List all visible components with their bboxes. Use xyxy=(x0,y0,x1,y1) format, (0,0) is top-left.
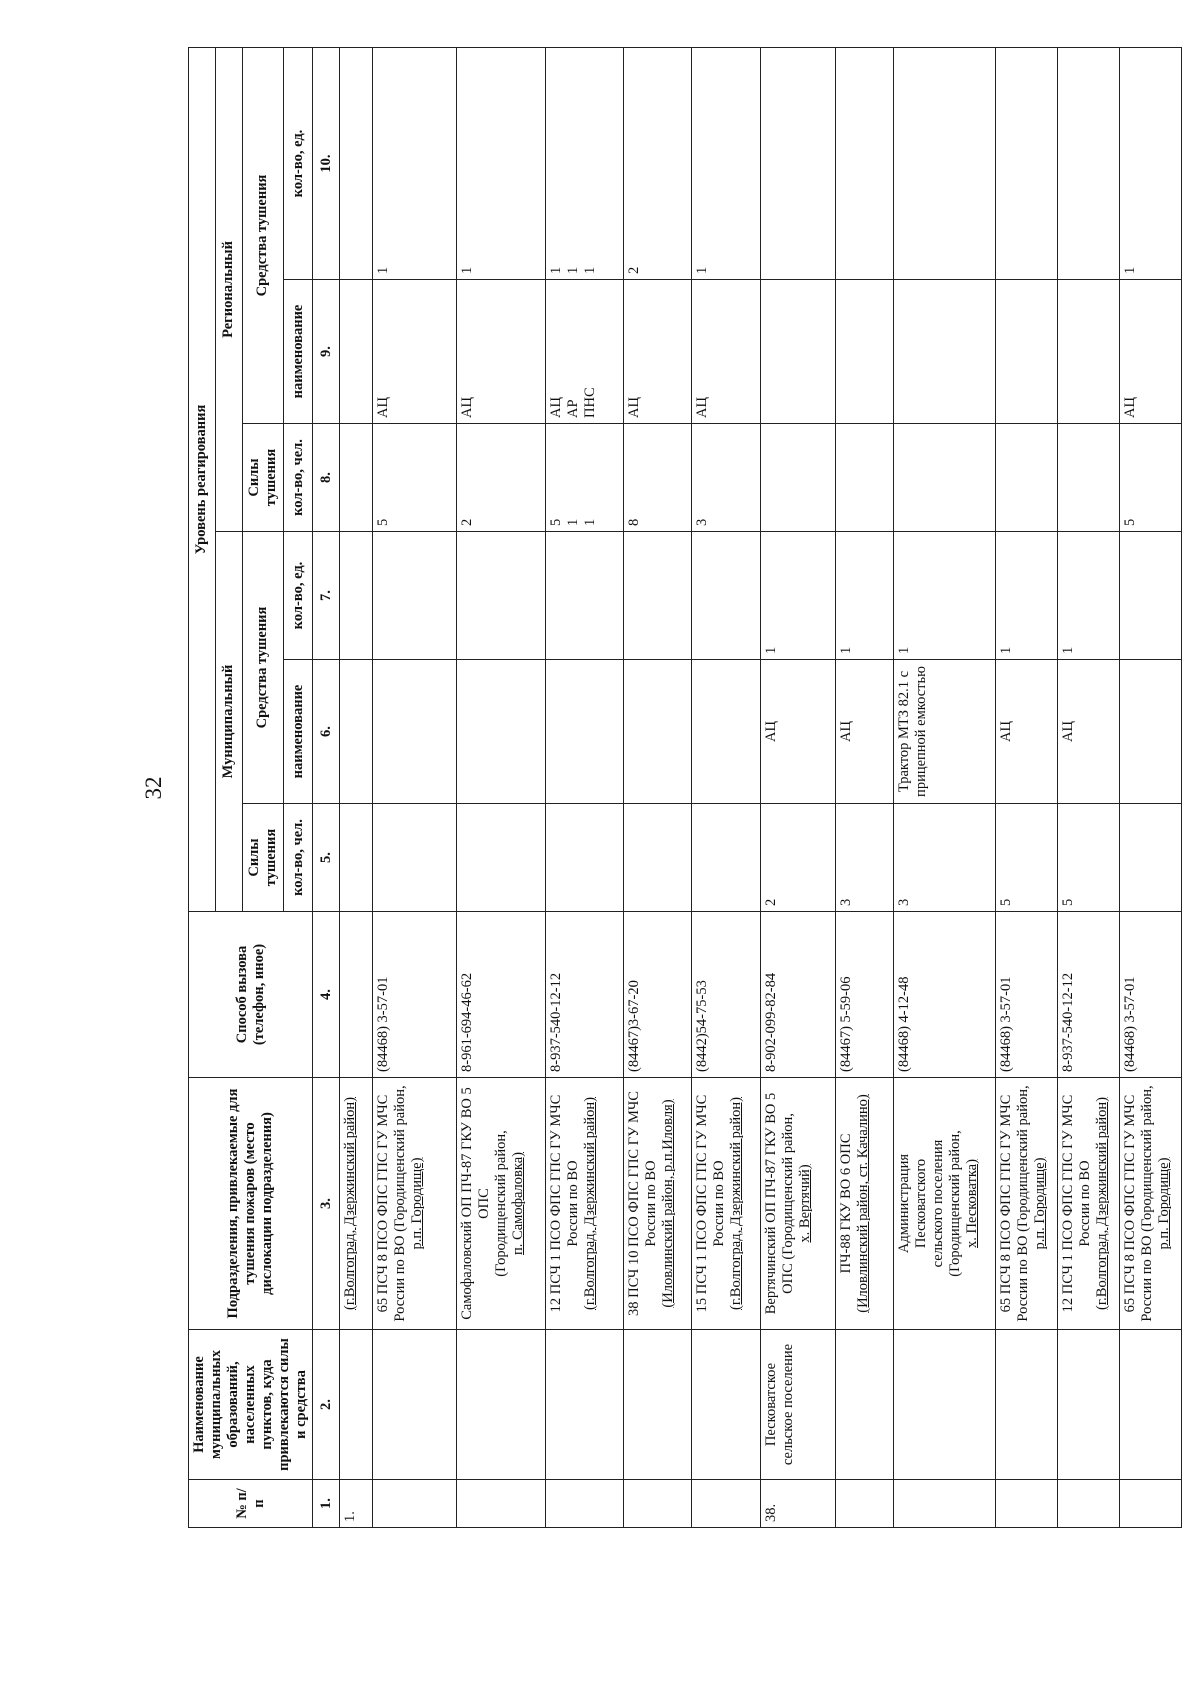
municipal-forces: 5 xyxy=(1057,804,1119,912)
municipal-means xyxy=(340,660,373,804)
fire-unit-line: 65 ПСЧ 8 ПСО ФПС ГПС ГУ МЧС xyxy=(997,1094,1014,1313)
regional-qty: 1 1 1 xyxy=(546,47,624,279)
regional-means: АЦ xyxy=(692,280,761,424)
column-number-row xyxy=(313,47,340,1527)
fire-unit-line: 65 ПСЧ 8 ПСО ФПС ГПС ГУ МЧС xyxy=(1121,1094,1138,1313)
municipal-forces xyxy=(623,804,692,912)
row-number xyxy=(995,1480,1057,1528)
fire-unit-line: ПЧ-88 ГКУ ВО 6 ОПС xyxy=(838,1133,855,1274)
fire-unit-line: 15 ПСЧ 1 ПСО ФПС ГПС ГУ МЧС xyxy=(694,1094,711,1313)
regional-qty: 1 xyxy=(373,47,457,279)
header-qty-units: кол-во, ед. xyxy=(284,47,313,279)
table-row xyxy=(760,47,835,1527)
regional-means: АЦ АР ПНС xyxy=(546,280,624,424)
municipal-qty xyxy=(457,532,546,660)
call-phone: 8-937-540-12-12 xyxy=(1057,912,1119,1078)
fire-unit-line: х. Вертячий) xyxy=(796,1164,813,1243)
fire-unit xyxy=(1057,1078,1119,1330)
settlement-name xyxy=(546,1330,624,1480)
regional-qty xyxy=(995,47,1057,279)
table-row xyxy=(995,47,1057,1527)
row-number xyxy=(692,1480,761,1528)
row-number xyxy=(623,1480,692,1528)
call-phone: 8-937-540-12-12 xyxy=(546,912,624,1078)
municipal-qty xyxy=(623,532,692,660)
regional-forces xyxy=(893,424,995,532)
fire-unit-line: Вертячинский ОП ПЧ-87 ГКУ ВО 5 xyxy=(762,1092,779,1315)
municipal-qty: 1 xyxy=(836,532,894,660)
fire-unit xyxy=(623,1078,692,1330)
header-response-level: Уровень реагирования xyxy=(189,47,216,911)
regional-means: АЦ xyxy=(373,280,457,424)
table-row xyxy=(546,47,624,1527)
settlement-name xyxy=(893,1330,995,1480)
call-phone: (84468) 4-12-48 xyxy=(893,912,995,1078)
fire-unit-line: 12 ПСЧ 1 ПСО ФПС ГПС ГУ МЧС xyxy=(548,1094,565,1313)
municipal-means xyxy=(546,660,624,804)
header-call-method: Способ вызова (телефон, иное) xyxy=(189,912,313,1078)
settlement-name xyxy=(373,1330,457,1480)
column-number: 7. xyxy=(313,532,340,660)
column-number: 8. xyxy=(313,424,340,532)
header-qty-people: кол-во, чел. xyxy=(284,804,313,912)
settlement-name: Песковатское сельское поселение xyxy=(760,1330,835,1480)
column-number: 5. xyxy=(313,804,340,912)
municipal-qty xyxy=(546,532,624,660)
settlement-name xyxy=(836,1330,894,1480)
municipal-means xyxy=(373,660,457,804)
fire-unit-line: (Иловлинский район, ст. Качалино) xyxy=(855,1094,872,1313)
fire-unit-line: (г.Волгоград, Дзержинский район) xyxy=(1093,1097,1110,1310)
regional-means: АЦ xyxy=(457,280,546,424)
header-regional-means: Средства тушения xyxy=(242,47,283,423)
header-qty-units: кол-во, ед. xyxy=(284,532,313,660)
fire-unit-line: п. Самофаловка) xyxy=(510,1152,527,1255)
table-row xyxy=(692,47,761,1527)
regional-means: АЦ xyxy=(1119,280,1181,424)
regional-qty: 1 xyxy=(1119,47,1181,279)
table-row xyxy=(893,47,995,1527)
table-row xyxy=(623,47,692,1527)
call-phone: 8-961-694-46-62 xyxy=(457,912,546,1078)
municipal-means: АЦ xyxy=(995,660,1057,804)
fire-unit xyxy=(546,1078,624,1330)
regional-means xyxy=(836,280,894,424)
row-number xyxy=(546,1480,624,1528)
fire-unit-line: России по ВО xyxy=(1076,1160,1093,1247)
header-municipal-forces: Силы тушения xyxy=(242,804,283,912)
table-row xyxy=(836,47,894,1527)
call-phone: (84468) 3-57-01 xyxy=(373,912,457,1078)
regional-forces xyxy=(340,424,373,532)
fire-unit-line: России по ВО xyxy=(642,1160,659,1247)
column-number: 10. xyxy=(313,47,340,279)
row-number xyxy=(1119,1480,1181,1528)
regional-qty xyxy=(760,47,835,279)
fire-unit-line: х. Песковатка) xyxy=(963,1159,980,1248)
table-body xyxy=(340,47,1182,1527)
fire-unit-line: (г.Волгоград, Дзержинский район) xyxy=(582,1097,599,1310)
call-phone: (84468) 3-57-01 xyxy=(1119,912,1181,1078)
regional-qty xyxy=(836,47,894,279)
municipal-qty xyxy=(373,532,457,660)
regional-forces xyxy=(1057,424,1119,532)
rotated-page xyxy=(140,48,1180,1528)
fire-unit-line: России по ВО xyxy=(711,1160,728,1247)
page-number: 32 xyxy=(141,776,166,800)
header-qty-people: кол-во, чел. xyxy=(284,424,313,532)
call-phone: (84467)3-67-20 xyxy=(623,912,692,1078)
table-row xyxy=(340,47,373,1527)
column-number: 4. xyxy=(313,912,340,1078)
row-number: 1. xyxy=(340,1480,373,1528)
regional-qty: 1 xyxy=(692,47,761,279)
municipal-forces: 3 xyxy=(893,804,995,912)
municipal-forces xyxy=(457,804,546,912)
fire-unit xyxy=(1119,1078,1181,1330)
municipal-means: АЦ xyxy=(1057,660,1119,804)
municipal-forces xyxy=(340,804,373,912)
fire-unit xyxy=(457,1078,546,1330)
call-phone: (84467) 5-59-06 xyxy=(836,912,894,1078)
fire-response-table xyxy=(188,47,1182,1528)
regional-means xyxy=(995,280,1057,424)
fire-unit xyxy=(760,1078,835,1330)
municipal-forces xyxy=(373,804,457,912)
header-settlement: Наименование муниципальных образований, населенных пунктов, куда привлекаются силы и средства xyxy=(189,1330,313,1480)
header-municipal: Муниципальный xyxy=(215,532,242,912)
fire-unit xyxy=(373,1078,457,1330)
municipal-means xyxy=(623,660,692,804)
fire-unit-line: ОПС xyxy=(476,1188,493,1219)
column-number: 2. xyxy=(313,1330,340,1480)
municipal-qty: 1 xyxy=(893,532,995,660)
regional-qty: 1 xyxy=(457,47,546,279)
column-number: 6. xyxy=(313,660,340,804)
municipal-forces: 3 xyxy=(836,804,894,912)
fire-unit-line: 12 ПСЧ 1 ПСО ФПС ГПС ГУ МЧС xyxy=(1059,1094,1076,1313)
municipal-forces: 5 xyxy=(995,804,1057,912)
fire-unit xyxy=(340,1078,373,1330)
header-regional-forces: Силы тушения xyxy=(242,424,283,532)
settlement-name xyxy=(340,1330,373,1480)
fire-unit-line: ОПС (Городищенский район, xyxy=(779,1113,796,1294)
fire-unit-line: Администрация xyxy=(895,1153,912,1254)
fire-unit-line: (г.Волгоград, Дзержинский район) xyxy=(728,1097,745,1310)
fire-unit xyxy=(836,1078,894,1330)
regional-forces xyxy=(836,424,894,532)
settlement-name xyxy=(457,1330,546,1480)
fire-unit-line: России по ВО (Городищенский район, xyxy=(1014,1085,1031,1322)
column-number: 1. xyxy=(313,1480,340,1528)
row-number: 38. xyxy=(760,1480,835,1528)
fire-unit-line: р.п. Городище) xyxy=(409,1157,426,1250)
municipal-qty: 1 xyxy=(995,532,1057,660)
settlement-name xyxy=(995,1330,1057,1480)
fire-unit-line: (Городищенский район, xyxy=(493,1130,510,1277)
regional-qty xyxy=(1057,47,1119,279)
regional-forces: 3 xyxy=(692,424,761,532)
municipal-means xyxy=(1119,660,1181,804)
table-row xyxy=(457,47,546,1527)
regional-forces: 5 xyxy=(1119,424,1181,532)
regional-means xyxy=(893,280,995,424)
municipal-qty xyxy=(1119,532,1181,660)
municipal-qty: 1 xyxy=(1057,532,1119,660)
regional-means xyxy=(1057,280,1119,424)
header-units: Подразделения, привлекаемые для тушения пожаров (место дислокации подразделения) xyxy=(189,1078,313,1330)
regional-forces: 5 xyxy=(373,424,457,532)
call-phone: (8442)54-75-53 xyxy=(692,912,761,1078)
fire-unit-line: 38 ПСЧ 10 ПСО ФПС ГПС ГУ МЧС xyxy=(625,1091,642,1316)
fire-unit-line: Самофаловский ОП ПЧ-87 ГКУ ВО 5 xyxy=(459,1087,476,1320)
municipal-qty xyxy=(692,532,761,660)
fire-unit-line: р.п. Городище) xyxy=(1031,1157,1048,1250)
municipal-means: АЦ xyxy=(836,660,894,804)
municipal-means: АЦ xyxy=(760,660,835,804)
regional-qty xyxy=(340,47,373,279)
municipal-qty xyxy=(340,532,373,660)
municipal-forces xyxy=(1119,804,1181,912)
municipal-means xyxy=(457,660,546,804)
fire-unit-line: р.п. Городище) xyxy=(1155,1157,1172,1250)
row-number xyxy=(836,1480,894,1528)
fire-unit-line: сельского поселения xyxy=(929,1139,946,1268)
regional-means xyxy=(340,280,373,424)
settlement-name xyxy=(1119,1330,1181,1480)
regional-forces xyxy=(760,424,835,532)
row-number xyxy=(893,1480,995,1528)
row-number xyxy=(1057,1480,1119,1528)
call-phone: 8-902-099-82-84 xyxy=(760,912,835,1078)
row-number xyxy=(457,1480,546,1528)
header-regional: Региональный xyxy=(215,47,242,531)
municipal-means: Трактор МТЗ 82.1 с прицепной емкостью xyxy=(893,660,995,804)
fire-unit xyxy=(893,1078,995,1330)
municipal-forces xyxy=(546,804,624,912)
table-row xyxy=(1119,47,1181,1527)
municipal-forces xyxy=(692,804,761,912)
regional-means xyxy=(760,280,835,424)
table-row xyxy=(1057,47,1119,1527)
column-number: 3. xyxy=(313,1078,340,1330)
municipal-means xyxy=(692,660,761,804)
fire-unit-line: Песковатского xyxy=(912,1158,929,1249)
regional-qty: 2 xyxy=(623,47,692,279)
header-name: наименование xyxy=(284,660,313,804)
regional-forces: 8 xyxy=(623,424,692,532)
regional-qty xyxy=(893,47,995,279)
fire-unit-line: России по ВО (Городищенский район, xyxy=(392,1085,409,1322)
fire-unit-line: (Иловлинский район, р.п.Иловля) xyxy=(659,1099,676,1308)
header-num: № п/п xyxy=(189,1480,313,1528)
fire-unit-line: (Городищенский район, xyxy=(946,1130,963,1277)
call-phone xyxy=(340,912,373,1078)
fire-unit-line: 65 ПСЧ 8 ПСО ФПС ГПС ГУ МЧС xyxy=(375,1094,392,1313)
regional-forces xyxy=(995,424,1057,532)
municipal-forces: 2 xyxy=(760,804,835,912)
column-number: 9. xyxy=(313,280,340,424)
fire-unit-line: России по ВО (Городищенский район, xyxy=(1138,1085,1155,1322)
fire-unit xyxy=(692,1078,761,1330)
row-number xyxy=(373,1480,457,1528)
call-phone: (84468) 3-57-01 xyxy=(995,912,1057,1078)
regional-forces: 5 1 1 xyxy=(546,424,624,532)
regional-means: АЦ xyxy=(623,280,692,424)
header-municipal-means: Средства тушения xyxy=(242,532,283,804)
fire-unit-line: России по ВО xyxy=(565,1160,582,1247)
settlement-name xyxy=(623,1330,692,1480)
fire-unit xyxy=(995,1078,1057,1330)
settlement-name xyxy=(1057,1330,1119,1480)
fire-unit-line: (г.Волгоград, Дзержинский район) xyxy=(342,1097,358,1310)
header-name: наименование xyxy=(284,280,313,424)
regional-forces: 2 xyxy=(457,424,546,532)
table-row xyxy=(373,47,457,1527)
municipal-qty: 1 xyxy=(760,532,835,660)
settlement-name xyxy=(692,1330,761,1480)
